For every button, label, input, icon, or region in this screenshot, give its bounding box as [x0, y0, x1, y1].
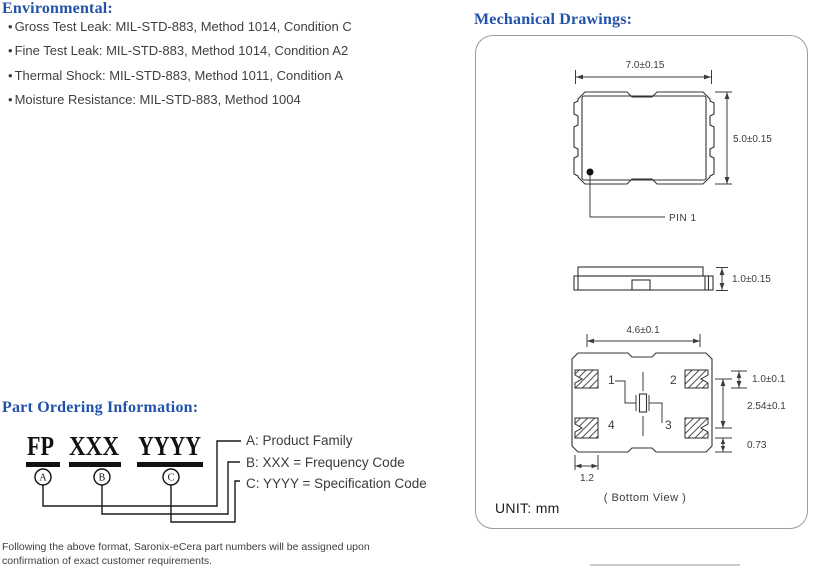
arrowhead: [587, 338, 594, 343]
footer-divider: [590, 564, 740, 566]
pad-height-dim: [731, 371, 786, 388]
legend-item-b: B: XXX = Frequency Code: [246, 455, 405, 470]
side-pad: [632, 280, 650, 290]
arrowhead: [576, 74, 583, 79]
bottom-view-drawing: [572, 325, 786, 504]
arrowhead: [693, 338, 700, 343]
pin1-label: PIN 1: [668, 212, 697, 224]
mechanical-drawings-box: [475, 35, 808, 529]
bullet-dot: •: [8, 43, 13, 59]
dim-side-height: 1.0±0.15: [731, 273, 771, 285]
pin-number-2: 2: [669, 372, 677, 387]
list-item: [8, 39, 428, 63]
pin-number-4: 4: [607, 417, 615, 432]
pad-2: [685, 370, 708, 388]
circled-letter-a: [35, 469, 51, 485]
pad-pitch-dim: [715, 379, 786, 428]
arrowhead: [704, 74, 711, 79]
ordering-note: [2, 541, 370, 568]
list-item: [8, 88, 428, 112]
dim-top-width: 7.0±0.15: [625, 59, 664, 71]
bullet-text: Gross Test Leak: MIL-STD-883, Method 1014, Condition C: [14, 19, 352, 34]
mechanical-heading: Mechanical Drawings:: [474, 11, 633, 28]
pad-offset-dim: [715, 438, 767, 452]
dim-pad-width: 1.2: [579, 472, 594, 484]
svg-text:B: B: [98, 472, 106, 484]
dim-pad-height: 1.0±0.1: [751, 373, 785, 385]
connector-line-c: [171, 481, 240, 522]
arrowhead: [719, 268, 724, 275]
underline-bar: [26, 462, 60, 467]
package-outline: [574, 92, 714, 184]
list-item: [8, 15, 428, 39]
pin1-leader: [590, 175, 665, 217]
pad-1: [575, 370, 598, 388]
circled-letter-b: [94, 469, 110, 485]
svg-text:C: C: [167, 472, 175, 484]
side-body: [574, 276, 713, 290]
unit-label: UNIT: mm: [494, 499, 560, 516]
dim-top-height: 5.0±0.15: [732, 133, 772, 145]
environmental-list: [8, 15, 428, 112]
part-code-frequency: XXX: [69, 431, 120, 461]
bottom-view-caption: ( Bottom View ): [603, 491, 686, 504]
underline-bar: [69, 462, 121, 467]
crystal-body: [639, 394, 646, 412]
dim-pad-offset: 0.73: [746, 439, 766, 451]
mechanical-drawings: [475, 35, 808, 529]
arrowhead: [724, 92, 729, 99]
side-lid: [578, 267, 703, 276]
environmental-heading: Environmental:: [2, 0, 113, 17]
side-view-drawing: [574, 267, 771, 291]
dim-pad-span: 4.6±0.1: [625, 324, 660, 336]
note-line: confirmation of exact customer requirements.: [2, 554, 213, 567]
underline-bar: [137, 462, 203, 467]
arrowhead: [724, 177, 729, 184]
arrowhead: [719, 283, 724, 290]
dim-pad-pitch: 2.54±0.1: [746, 400, 786, 412]
bullet-text: Fine Test Leak: MIL-STD-883, Method 1014, Condition A2: [14, 43, 349, 59]
bullet-dot: •: [8, 91, 13, 107]
part-ordering-heading: Part Ordering Information:: [2, 399, 199, 416]
pin-number-1: 1: [607, 372, 615, 387]
part-ordering-diagram: [0, 425, 470, 535]
list-item: [8, 64, 428, 88]
svg-text:A: A: [39, 472, 47, 484]
pin-number-3: 3: [664, 417, 672, 432]
crystal-lead-pin3: [649, 403, 662, 423]
bullet-text: Thermal Shock: MIL-STD-883, Method 1011, Condition A: [14, 67, 344, 83]
package-lid: [582, 96, 706, 180]
pad-3: [685, 418, 708, 438]
note-line: Following the above format, Saronix-eCera part numbers will be assigned upon: [2, 541, 370, 553]
part-code-spec: YYYY: [138, 431, 201, 461]
top-view-drawing: [574, 60, 772, 224]
crystal-lead-pin1: [615, 381, 636, 403]
part-code-family: FP: [27, 431, 54, 461]
bullet-text: Moisture Resistance: MIL-STD-883, Method 1004: [14, 91, 301, 107]
legend-item-a: A: Product Family: [246, 433, 353, 448]
pin1-dot: [586, 168, 593, 175]
bullet-dot: •: [8, 19, 13, 34]
crystal-symbol: [615, 372, 662, 436]
pad-width-dim: [575, 455, 598, 484]
circled-letter-c: [163, 469, 179, 485]
pad-4: [575, 418, 598, 438]
bullet-dot: •: [8, 67, 13, 83]
legend-item-c: C: YYYY = Specification Code: [246, 476, 427, 491]
